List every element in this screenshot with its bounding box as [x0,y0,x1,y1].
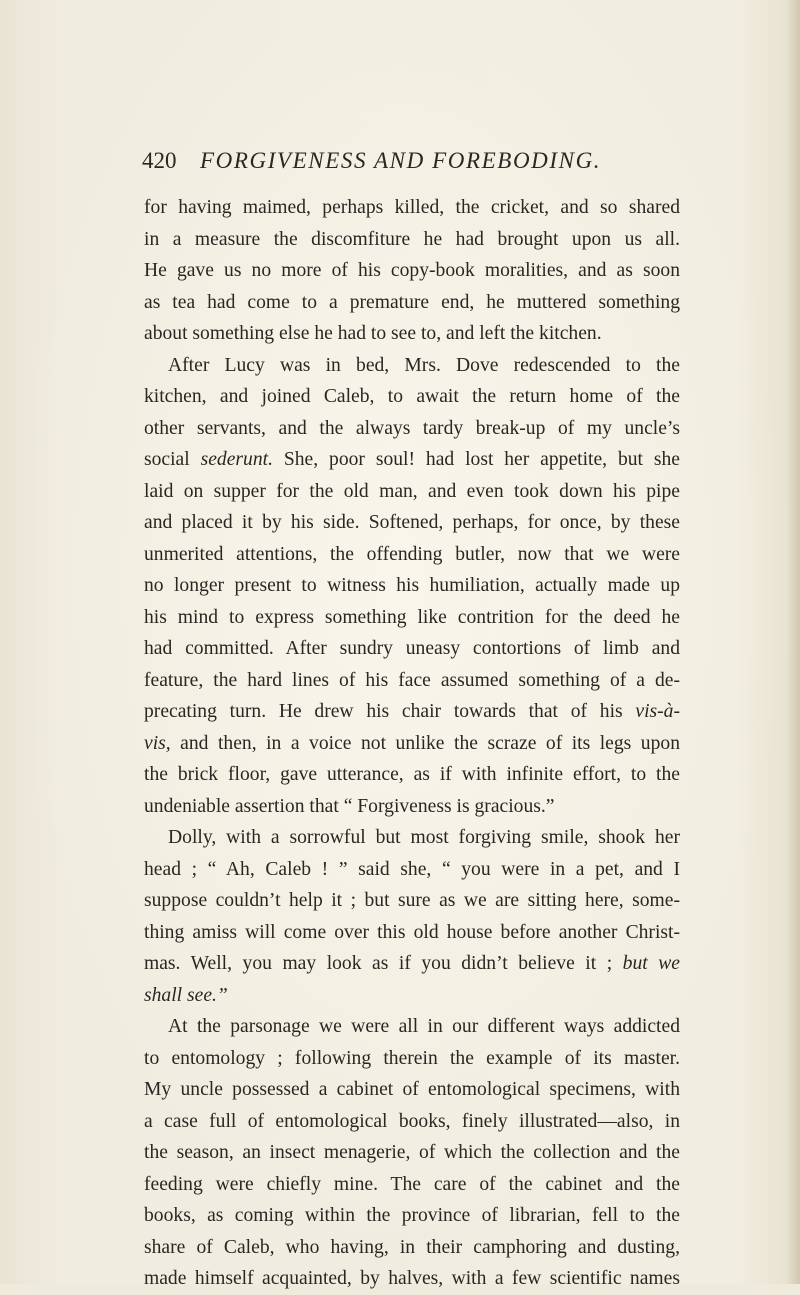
text-line: My uncle possessed a cabinet of entomological specimens, with [144,1079,680,1100]
text-line: to entomology ; following therein the example of its master. [144,1047,680,1069]
text-line: the season, an insect menagerie, of which the collection and the [144,1142,680,1163]
body-text [144,192,680,1295]
text-line: suppose couldn’t help it ; but sure as we are sitting here, some- [144,890,680,911]
text-line: about something else he had to see to, and left the kitchen. [144,323,602,344]
text-line: undeniable assertion that “ Forgiveness is gracious.” [144,795,555,817]
text-line: in a measure the discomfiture he had brought upon us all. [144,228,680,250]
text-line: unmerited attentions, the offending butler, now that we were [144,543,680,565]
text-line: a case full of entomological books, finely illustrated—also, in [144,1110,680,1132]
text-line: other servants, and the always tardy break-up of my uncle’s [144,417,680,439]
text-line: Dolly, with a sorrowful but most forgiving smile, shook her [168,827,680,848]
text-line: shall see.” [144,984,228,1006]
text-line: vis, and then, in a voice not unlike the scraze of its legs upon [144,732,680,754]
text-line: made himself acquainted, by halves, with a few scientific names [144,1268,680,1289]
text-line: He gave us no more of his copy-book moralities, and as soon [144,260,680,281]
running-title: FORGIVENESS AND FOREBODING. [200,148,602,173]
text-line: head ; “ Ah, Caleb ! ” said she, “ you were in a pet, and I [144,858,680,880]
text-line: had committed. After sundry uneasy contortions of limb and [144,638,680,659]
page-header [142,148,662,178]
text-line: laid on supper for the old man, and even took down his pipe [144,480,680,502]
text-line: thing amiss will come over this old house before another Christ- [144,921,680,943]
text-line: At the parsonage we were all in our different ways addicted [168,1016,680,1037]
text-line: social sederunt. She, poor soul! had lost her appetite, but she [144,449,680,470]
text-line: kitchen, and joined Caleb, to await the return home of the [144,386,680,407]
text-line: feeding were chiefly mine. The care of the cabinet and the [144,1173,680,1195]
text-line: share of Caleb, who having, in their camphoring and dusting, [144,1236,680,1258]
text-line: for having maimed, perhaps killed, the cricket, and so shared [144,197,680,218]
text-line: the brick floor, gave utterance, as if with infinite effort, to the [144,764,680,785]
text-line: no longer present to witness his humiliation, actually made up [144,575,680,596]
text-line: feature, the hard lines of his face assumed something of a de- [144,669,680,691]
text-line: and placed it by his side. Softened, perhaps, for once, by these [144,512,680,533]
text-line: precating turn. He drew his chair towards that of his vis-à- [144,701,680,722]
text-line: After Lucy was in bed, Mrs. Dove redescended to the [168,354,680,376]
text-line: his mind to express something like contrition for the deed he [144,606,680,628]
text-line: books, as coming within the province of librarian, fell to the [144,1205,680,1226]
page-number: 420 [142,148,177,173]
text-line: as tea had come to a premature end, he muttered something [144,291,680,313]
page-edge-shadow [786,0,800,1284]
text-line: mas. Well, you may look as if you didn’t believe it ; but we [144,953,680,974]
